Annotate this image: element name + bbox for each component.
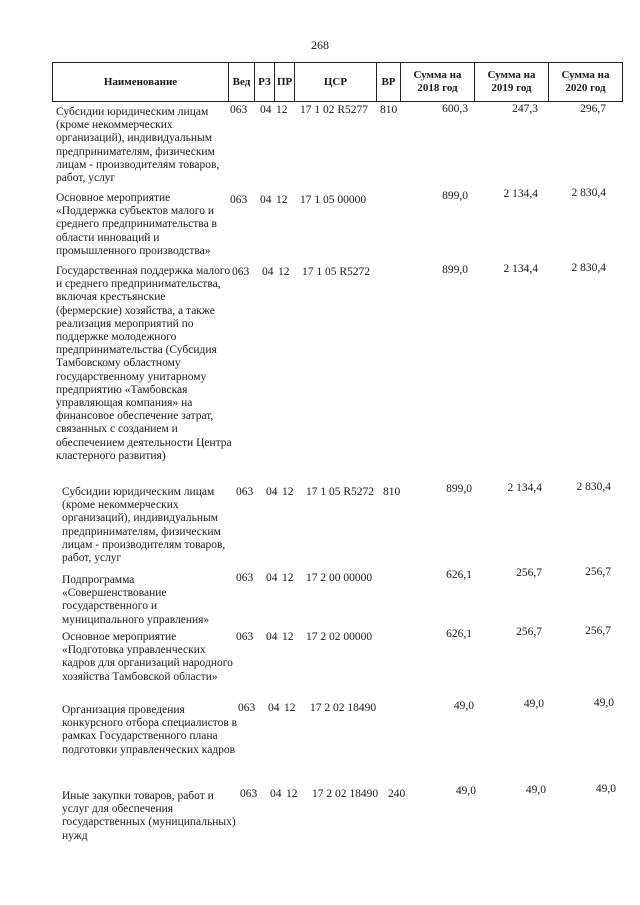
row-sum-2018: 49,0 — [453, 700, 474, 712]
page-number: 268 — [311, 38, 329, 52]
row-sum-2018: 626,1 — [446, 569, 472, 581]
row-csr: 17 1 05 R5272 — [306, 486, 375, 498]
row-sum-2019: 2 134,4 — [503, 188, 538, 200]
row-sum-2020: 49,0 — [595, 783, 616, 795]
row-ved: 063 — [230, 194, 248, 206]
row-rz: 04 — [260, 194, 272, 206]
row-ved: 063 — [240, 788, 258, 800]
header-sum-2020: Сумма на 2020 год — [549, 63, 623, 102]
row-rz: 04 — [266, 631, 278, 643]
header-rz: РЗ — [255, 63, 275, 102]
row-sum-2018: 899,0 — [442, 190, 468, 202]
row-sum-2019: 256,7 — [516, 626, 542, 638]
row-sum-2020: 256,7 — [585, 625, 611, 637]
row-sum-2019: 49,0 — [525, 784, 546, 796]
row-pr: 12 — [286, 788, 298, 800]
row-pr: 12 — [276, 194, 288, 206]
row-rz: 04 — [262, 266, 274, 278]
row-ved: 063 — [236, 572, 254, 584]
row-sum-2020: 2 830,4 — [571, 187, 606, 199]
row-pr: 12 — [282, 572, 294, 584]
row-sum-2019: 2 134,4 — [503, 263, 538, 275]
row-rz: 04 — [266, 572, 278, 584]
row-pr: 12 — [282, 486, 294, 498]
row-sum-2018: 899,0 — [442, 264, 468, 276]
row-name: Подпрограмма «Совершенствование государственного и муниципального управления» — [62, 574, 210, 626]
row-sum-2020: 256,7 — [585, 566, 611, 578]
row-sum-2019: 247,3 — [512, 103, 538, 115]
row-ved: 063 — [230, 104, 248, 116]
header-csr: ЦСР — [295, 63, 377, 102]
row-rz: 04 — [266, 486, 278, 498]
row-sum-2020: 49,0 — [593, 697, 614, 709]
row-name: Иные закупки товаров, работ и услуг для обеспечения государственных (муниципальных) нужд — [62, 790, 236, 842]
row-name: Субсидии юридическим лицам (кроме некоммерческих организаций), индивидуальным предпринимателям, физическим лицам - производителям товаров, работ, услуг — [56, 106, 220, 185]
row-ved: 063 — [236, 486, 254, 498]
row-sum-2020: 2 830,4 — [576, 481, 611, 493]
row-name: Государственная поддержка малого и среднего предпринимательства, включая крестьянские (фермерские) хозяйства, а также реализация мероприятий по поддержке молодежного предпринимательства (Субсидия Тамбовскому областному государственному унитарному предприятию «Тамбовская управляющая компания» на финансовое обеспечение затрат, связанных с созданием и обеспечением деятельности Центра кластерного развития) — [56, 265, 232, 462]
row-sum-2019: 49,0 — [523, 698, 544, 710]
row-sum-2019: 256,7 — [516, 567, 542, 579]
header-sum-2018: Сумма на 2018 год — [401, 63, 475, 102]
row-vr: 810 — [380, 104, 398, 116]
row-csr: 17 2 02 00000 — [306, 631, 373, 643]
row-sum-2018: 600,3 — [442, 103, 468, 115]
row-pr: 12 — [284, 702, 296, 714]
header-vr: ВР — [377, 63, 401, 102]
row-name: Основное мероприятие «Подготовка управленческих кадров для организаций народного хозяйства Тамбовской области» — [62, 631, 233, 683]
header-pr: ПР — [275, 63, 295, 102]
row-csr: 17 1 02 R5277 — [300, 104, 369, 116]
row-name: Основное мероприятие «Поддержка субъектов малого и среднего предпринимательства в области инноваций и промышленного производства» — [56, 192, 217, 257]
row-sum-2018: 626,1 — [446, 628, 472, 640]
row-ved: 063 — [232, 266, 250, 278]
row-csr: 17 1 05 R5272 — [302, 266, 371, 278]
header-name: Наименование — [53, 63, 229, 102]
row-rz: 04 — [260, 104, 272, 116]
row-pr: 12 — [282, 631, 294, 643]
row-sum-2019: 2 134,4 — [507, 482, 542, 494]
row-vr: 810 — [383, 486, 401, 498]
row-ved: 063 — [238, 702, 256, 714]
row-rz: 04 — [270, 788, 282, 800]
row-pr: 12 — [276, 104, 288, 116]
row-rz: 04 — [268, 702, 280, 714]
row-sum-2018: 899,0 — [446, 483, 472, 495]
row-vr: 240 — [388, 788, 406, 800]
row-name: Организация проведения конкурсного отбора специалистов в рамках Государственного плана подготовки управленческих кадров — [62, 704, 238, 756]
row-csr: 17 2 00 00000 — [306, 572, 373, 584]
row-pr: 12 — [278, 266, 290, 278]
row-name: Субсидии юридическим лицам (кроме некоммерческих организаций), индивидуальным предпринимателям, физическим лицам - производителям товаров, работ, услуг — [62, 486, 226, 565]
row-ved: 063 — [236, 631, 254, 643]
row-sum-2020: 2 830,4 — [571, 262, 606, 274]
row-sum-2018: 49,0 — [455, 785, 476, 797]
row-csr: 17 2 02 18490 — [312, 788, 379, 800]
row-csr: 17 2 02 18490 — [310, 702, 377, 714]
header-sum-2019: Сумма на 2019 год — [475, 63, 549, 102]
row-sum-2020: 296,7 — [580, 103, 606, 115]
row-csr: 17 1 05 00000 — [300, 194, 367, 206]
header-ved: Вед — [229, 63, 255, 102]
